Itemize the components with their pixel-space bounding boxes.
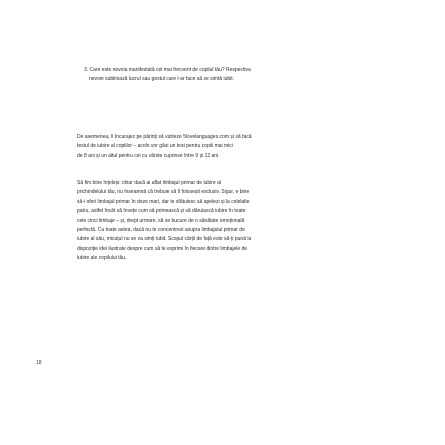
paragraph-2-line: Să fim bine înțeleși: chiar dacă ai aflat limbajul primar de iubire al (77, 180, 221, 186)
paragraph-2-line: dispoziție idei ilustrate despre cum să te exprimi în fiecare dintre limbajele de (77, 245, 248, 252)
paragraph-primary-language (77, 179, 251, 264)
question-3-line-2: nevoie subliniază lucrul sau gestul care l-ar face să se simtă iubit. (89, 76, 235, 83)
paragraph-2-line: patru, astfel încât să învețe cum să primească și să dăruiască iubire în toate (77, 208, 246, 215)
question-3-line-1: 3. Care este nevoia manifestată cel mai frecvent de copilul tău? Respectiva (84, 67, 251, 73)
paragraph-2-line: perfectă. Cu toate astea, dacă nu te concentrezi asupra limbajului primar de (77, 227, 245, 234)
paragraph-2-line: iubire al său, micuțul nu se va simți iubit. Scopul cărții de față este să-ți pună la (77, 236, 252, 243)
question-3 (84, 66, 251, 85)
paragraph-1-line: de 8 ani și un altul pentru cei cu vârste cuprinse între 9 și 12 ani. (77, 152, 220, 159)
paragraph-website-test (77, 133, 252, 161)
paragraph-2-line: iubire ale copilului tău. (77, 255, 127, 262)
paragraph-2-line: prichindelului tău, nu înseamnă că trebuie să îl folosești exclusiv. Sigur, e bine (77, 189, 250, 196)
paragraph-1-line: testul de iubire al copiilor – acolo vor găsi un test pentru copiii mai mici (77, 143, 233, 150)
paragraph-1-line: De asemenea, îi încurajez pe părinți să viziteze 5lovelanguages.com și să facă (77, 134, 252, 140)
paragraph-2-line: cele cinci limbaje – și, drept urmare, să se bucure de o sănătate emoțională (77, 217, 245, 224)
paragraph-2-line: să-i oferi limbajul primar în doze mari, dar te sfătuiesc să apelezi și la celelalte (77, 198, 250, 205)
page-number: 18 (36, 360, 42, 366)
